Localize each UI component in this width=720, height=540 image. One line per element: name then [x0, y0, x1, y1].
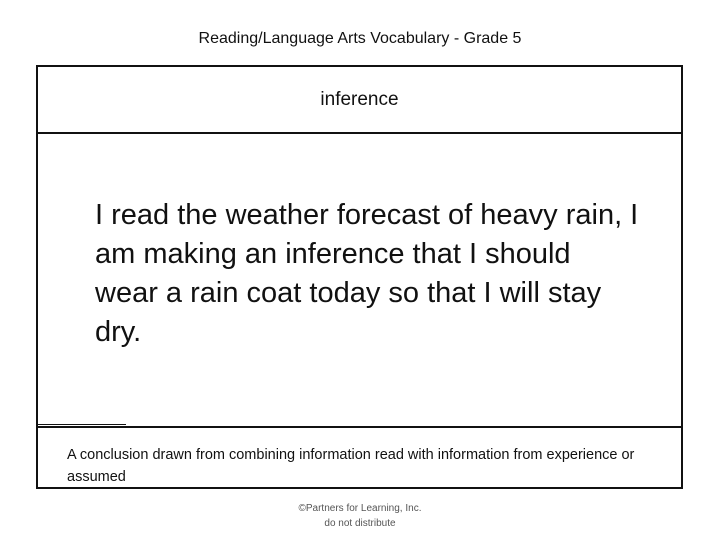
- page-title: Reading/Language Arts Vocabulary - Grade 5: [198, 30, 522, 47]
- example-section: [38, 134, 681, 428]
- distribution-notice: do not distribute: [324, 518, 396, 529]
- vocabulary-card: [36, 65, 683, 489]
- vocabulary-term: inference: [320, 88, 399, 110]
- example-sentence: I read the weather forecast of heavy rain, I am making an inference that I should wear a rain coat today so that I will stay dry.: [95, 199, 639, 348]
- term-section: [38, 67, 681, 134]
- section-divider-accent: [36, 424, 126, 425]
- definition-text: A conclusion drawn from combining information read with information from experience or assumed: [67, 447, 635, 485]
- section-divider: [38, 426, 681, 428]
- copyright-notice: ©Partners for Learning, Inc.: [298, 503, 422, 514]
- footer: [0, 501, 720, 531]
